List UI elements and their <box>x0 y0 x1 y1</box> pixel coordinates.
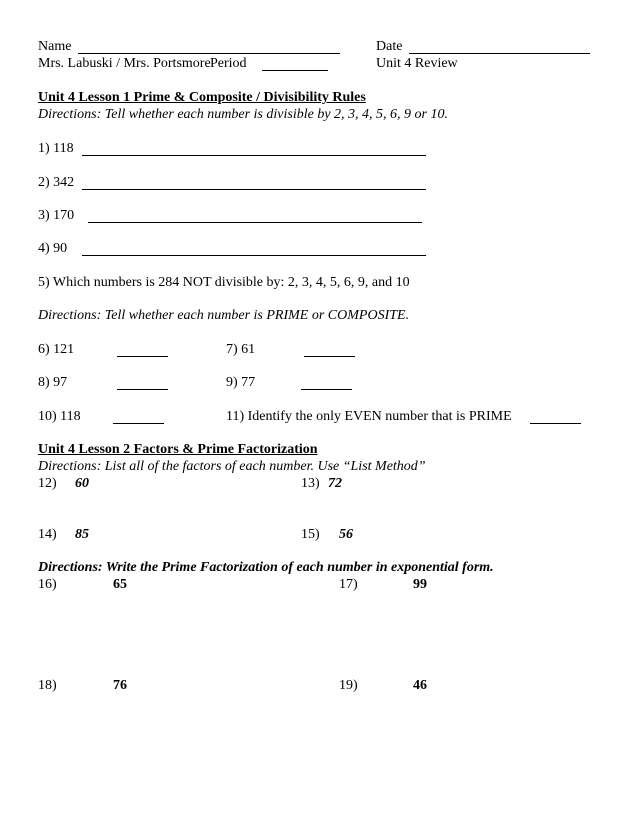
question-15-value: 56 <box>339 527 353 542</box>
question-14-value: 85 <box>75 527 89 542</box>
period-label: Period <box>210 56 247 71</box>
prime-factorization-directions: Directions: Write the Prime Factorization of each number in exponential form. <box>38 560 494 575</box>
date-blank[interactable] <box>409 53 590 54</box>
question-19-label: 19) <box>339 678 358 693</box>
question-19-value: 46 <box>413 678 427 693</box>
question-9: 9) 77 <box>226 375 256 390</box>
question-17-value: 99 <box>413 577 427 592</box>
question-13-label: 13) <box>301 476 320 491</box>
answer-line-8[interactable] <box>117 389 168 390</box>
question-1: 1) 118 <box>38 141 74 156</box>
question-12-label: 12) <box>38 476 57 491</box>
question-17-label: 17) <box>339 577 358 592</box>
question-18-label: 18) <box>38 678 57 693</box>
question-15-label: 15) <box>301 527 320 542</box>
question-13-value: 72 <box>328 476 342 491</box>
question-6: 6) 121 <box>38 342 75 357</box>
answer-line-6[interactable] <box>117 356 168 357</box>
answer-line-10[interactable] <box>113 423 164 424</box>
question-4: 4) 90 <box>38 241 68 256</box>
lesson1-title: Unit 4 Lesson 1 Prime & Composite / Divisibility Rules <box>38 90 366 105</box>
lesson2-title: Unit 4 Lesson 2 Factors & Prime Factorization <box>38 442 318 457</box>
question-11: 11) Identify the only EVEN number that is PRIME <box>226 409 512 424</box>
lesson1-directions: Directions: Tell whether each number is divisible by 2, 3, 4, 5, 6, 9 or 10. <box>38 107 448 122</box>
question-8: 8) 97 <box>38 375 68 390</box>
answer-line-1[interactable] <box>82 155 426 156</box>
name-blank[interactable] <box>78 53 340 54</box>
question-16-value: 65 <box>113 577 127 592</box>
question-16-label: 16) <box>38 577 57 592</box>
answer-line-11[interactable] <box>530 423 581 424</box>
question-18-value: 76 <box>113 678 127 693</box>
question-12-value: 60 <box>75 476 89 491</box>
question-3: 3) 170 <box>38 208 75 223</box>
name-label: Name <box>38 39 72 54</box>
answer-line-7[interactable] <box>304 356 355 357</box>
lesson2-directions: Directions: List all of the factors of each number. Use “List Method” <box>38 459 426 474</box>
date-label: Date <box>376 39 403 54</box>
answer-line-2[interactable] <box>82 189 426 190</box>
question-2: 2) 342 <box>38 175 75 190</box>
lesson1-directions-2: Directions: Tell whether each number is PRIME or COMPOSITE. <box>38 308 410 323</box>
answer-line-9[interactable] <box>301 389 352 390</box>
unit-title: Unit 4 Review <box>376 56 458 71</box>
teachers-text: Mrs. Labuski / Mrs. Portsmore <box>38 56 211 71</box>
question-5: 5) Which numbers is 284 NOT divisible by: 2, 3, 4, 5, 6, 9, and 10 <box>38 275 410 290</box>
question-7: 7) 61 <box>226 342 256 357</box>
period-blank[interactable] <box>262 70 328 71</box>
question-10: 10) 118 <box>38 409 81 424</box>
answer-line-4[interactable] <box>82 255 426 256</box>
answer-line-3[interactable] <box>88 222 422 223</box>
question-14-label: 14) <box>38 527 57 542</box>
